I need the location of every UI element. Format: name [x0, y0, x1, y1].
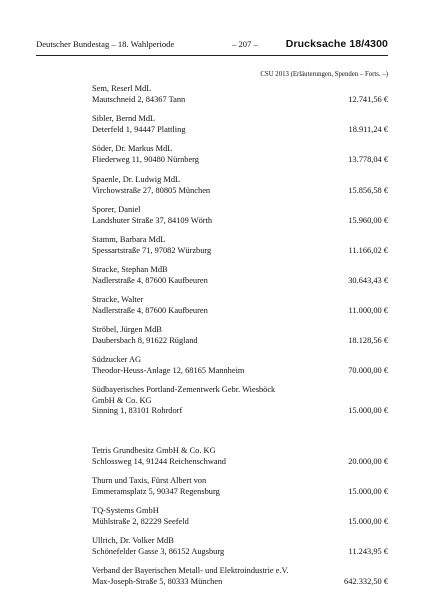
- donation-entry: [92, 144, 388, 165]
- donor-address-line: Deterfeld 1, 94447 Plattling: [92, 124, 186, 134]
- donor-address-line: Nadlerstraße 4, 87600 Kaufbeuren: [92, 305, 208, 315]
- donor-name: Südbayerisches Portland-Zementwerk Gebr. Wiesböck: [92, 385, 276, 394]
- donation-entry: [92, 566, 388, 587]
- donation-entry: [92, 506, 388, 527]
- donation-amount: 13.778,04 €: [348, 154, 388, 164]
- donation-amount: 15.000,00 €: [348, 406, 388, 416]
- donor-address-line: Sinning 1, 83101 Rohrdorf: [92, 406, 183, 416]
- donor-name: Thurn und Taxis, Fürst Albert von: [92, 476, 207, 485]
- donor-name: Tetris Grundbesitz GmbH & Co. KG: [92, 446, 216, 455]
- donor-address-line: Schönefelder Gasse 3, 86152 Augsburg: [92, 546, 225, 556]
- donor-address-line: GmbH & Co. KG: [92, 395, 152, 405]
- page-header: [36, 39, 388, 53]
- donation-entry: [92, 476, 388, 497]
- donor-name: Söder, Dr. Markus MdL: [92, 144, 173, 153]
- header-publication: Deutscher Bundestag – 18. Wahlperiode: [36, 39, 175, 49]
- donation-entry: [92, 114, 388, 135]
- donor-name: Sem, Reserl MdL: [92, 84, 152, 93]
- donation-amount: 642.332,50 €: [344, 576, 388, 586]
- donor-name: Sibler, Bernd MdL: [92, 114, 156, 123]
- donation-entry: [92, 295, 388, 316]
- section-subheading: CSU 2013 (Erläuterungen, Spenden – Forts. –): [260, 71, 388, 78]
- donation-entry: [92, 175, 388, 196]
- header-document-id: 4300: [364, 38, 388, 50]
- donation-amount: 15.960,00 €: [348, 215, 388, 225]
- donation-amount: 11.243,95 €: [348, 546, 388, 556]
- donation-entry: [92, 265, 388, 286]
- donation-amount: 18.128,56 €: [348, 335, 388, 345]
- donor-name: Spaenle, Dr. Ludwig MdL: [92, 175, 181, 184]
- donation-amount: 15.000,00 €: [348, 516, 388, 526]
- donation-entry: [92, 325, 388, 346]
- donor-address-line: Mautschneid 2, 84367 Tann: [92, 94, 186, 104]
- donor-name: Ströbel, Jürgen MdB: [92, 325, 162, 334]
- donor-address-line: Schlossweg 14, 91244 Reichenschwand: [92, 456, 226, 466]
- donor-name: Sporer, Daniel: [92, 205, 141, 214]
- donation-amount: 15.856,58 €: [348, 185, 388, 195]
- donation-entry: [92, 446, 388, 467]
- donor-address-line: Landshuter Straße 37, 84109 Wörth: [92, 215, 213, 225]
- donor-address-line: Spessartstraße 71, 97082 Würzburg: [92, 245, 212, 255]
- donation-entry: [92, 385, 388, 417]
- donor-address-line: Virchowstraße 27, 80805 München: [92, 185, 211, 195]
- donation-amount: 15.000,00 €: [348, 486, 388, 496]
- donor-name: TQ-Systems GmbH: [92, 506, 159, 515]
- header-page-number: – 207 –: [232, 39, 258, 49]
- donation-amount: 11.166,02 €: [348, 245, 388, 255]
- donor-address-line: Daubersbach 8, 91622 Rügland: [92, 335, 198, 345]
- donation-entry: [92, 536, 388, 557]
- donor-name: Ullrich, Dr. Volker MdB: [92, 536, 174, 545]
- donor-name: Südzucker AG: [92, 355, 142, 364]
- header-rule: [36, 55, 388, 56]
- donor-name: Stracke, Walter: [92, 295, 144, 304]
- donation-amount: 70.000,00 €: [348, 365, 388, 375]
- donation-amount: 20.000,00 €: [348, 456, 388, 466]
- donor-address-line: Fliederweg 11, 90480 Nürnberg: [92, 154, 199, 164]
- donation-amount: 18.911,24 €: [348, 124, 388, 134]
- donation-entry: [92, 205, 388, 226]
- donation-amount: 30.643,43 €: [348, 275, 388, 285]
- donor-name: Verband der Bayerischen Metall- und Elektroindustrie e.V.: [92, 566, 289, 575]
- donation-entry: [92, 355, 388, 376]
- donation-amount: 12.741,56 €: [348, 94, 388, 104]
- donor-address-line: Mühlstraße 2, 82229 Seefeld: [92, 516, 189, 526]
- donor-address-line: Max-Joseph-Straße 5, 80333 München: [92, 576, 223, 586]
- donor-name: Stracke, Stephan MdB: [92, 265, 168, 274]
- donor-name: Stamm, Barbara MdL: [92, 235, 166, 244]
- header-document-prefix: Drucksache 18/: [285, 38, 365, 50]
- header-document-number: [286, 38, 388, 50]
- donor-address-line: Theodor-Heuss-Anlage 12, 68165 Mannheim: [92, 365, 245, 375]
- donation-entry: [92, 84, 388, 105]
- donor-address-line: Nadlerstraße 4, 87600 Kaufbeuren: [92, 275, 208, 285]
- donation-entry: [92, 235, 388, 256]
- donation-amount: 11.000,00 €: [348, 305, 388, 315]
- donor-address-line: Emmeramsplatz 5, 90347 Regensburg: [92, 486, 220, 496]
